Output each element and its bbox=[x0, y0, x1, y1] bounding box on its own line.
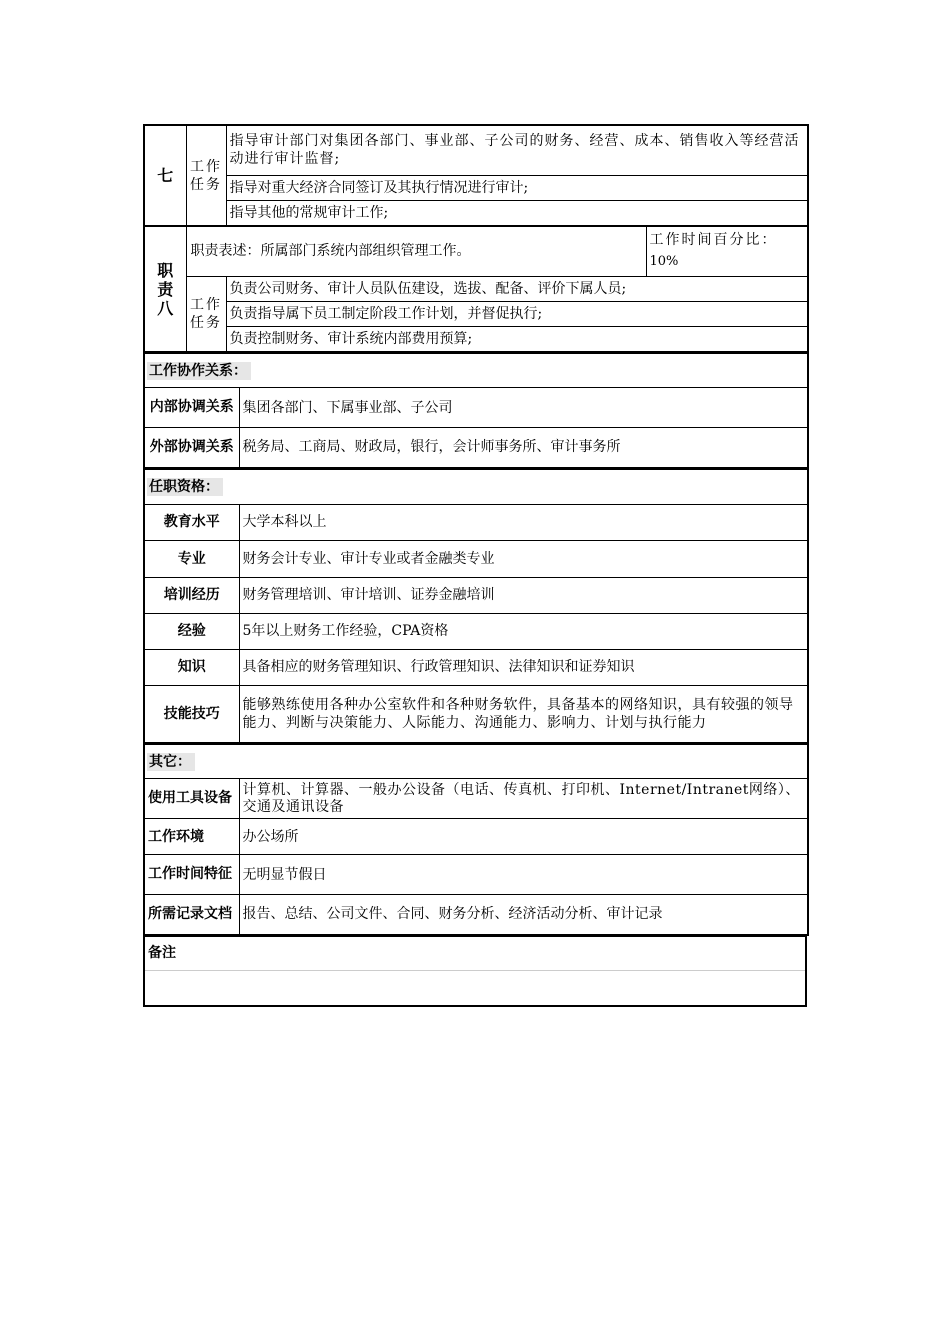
other-value-time: 无明显节假日 bbox=[239, 855, 808, 895]
others-table bbox=[143, 744, 809, 936]
duty8-time-cell bbox=[646, 226, 808, 276]
other-label-time: 工作时间特征 bbox=[144, 855, 239, 895]
qual-label-major: 专业 bbox=[144, 540, 239, 577]
other-label-environment: 工作环境 bbox=[144, 819, 239, 855]
qual-label-skills: 技能技巧 bbox=[144, 685, 239, 743]
duty8-task-1: 负责公司财务、审计人员队伍建设，选拔、配备、评价下属人员; bbox=[226, 276, 808, 301]
other-label-documents: 所需记录文档 bbox=[144, 895, 239, 935]
other-value-environment: 办公场所 bbox=[239, 819, 808, 855]
qual-label-experience: 经验 bbox=[144, 613, 239, 649]
duty7-task-3: 指导其他的常规审计工作; bbox=[226, 200, 808, 226]
internal-value: 集团各部门、下属事业部、子公司 bbox=[239, 388, 808, 428]
notes-table bbox=[143, 936, 807, 1008]
job-description-sheet bbox=[143, 124, 807, 1007]
relations-table bbox=[143, 353, 809, 469]
duty8-description: 职责表述：所属部门系统内部组织管理工作。 bbox=[186, 226, 646, 276]
duty8-time-label: 工作时间百分比： bbox=[649, 232, 778, 249]
duty7-task-2: 指导对重大经济合同签订及其执行情况进行审计; bbox=[226, 175, 808, 200]
duty8-task-3: 负责控制财务、审计系统内部费用预算; bbox=[226, 326, 808, 352]
qual-label-training: 培训经历 bbox=[144, 577, 239, 613]
notes-content bbox=[144, 970, 806, 1006]
duty7-task-1: 指导审计部门对集团各部门、事业部、子公司的财务、经营、成本、销售收入等经营活动进行审计监督; bbox=[226, 125, 808, 175]
qual-value-training: 财务管理培训、审计培训、证券金融培训 bbox=[239, 577, 808, 613]
others-title bbox=[144, 745, 808, 779]
qual-value-major: 财务会计专业、审计专业或者金融类专业 bbox=[239, 540, 808, 577]
other-label-tools: 使用工具设备 bbox=[144, 779, 239, 819]
duty7-task-label: 工作任务 bbox=[186, 125, 226, 226]
others-title-text: 其它： bbox=[147, 753, 195, 771]
qual-value-education: 大学本科以上 bbox=[239, 504, 808, 540]
duty8-time-value: 10% bbox=[649, 254, 679, 270]
duty8-task-label: 工作任务 bbox=[186, 276, 226, 352]
duty7-number: 七 bbox=[144, 125, 186, 226]
qualification-title-text: 任职资格： bbox=[147, 478, 223, 496]
qual-value-skills: 能够熟练使用各种办公室软件和各种财务软件，具备基本的网络知识，具有较强的领导能力、判断与决策能力、人际能力、沟通能力、影响力、计划与执行能力 bbox=[239, 685, 808, 743]
qual-label-knowledge: 知识 bbox=[144, 649, 239, 685]
other-value-tools: 计算机、计算器、一般办公设备（电话、传真机、打印机、Internet/Intranet网络）、交通及通讯设备 bbox=[239, 779, 808, 819]
qualification-title bbox=[144, 469, 808, 504]
other-value-documents: 报告、总结、公司文件、合同、财务分析、经济活动分析、审计记录 bbox=[239, 895, 808, 935]
duties-table bbox=[143, 124, 809, 353]
qual-value-experience: 5年以上财务工作经验，CPA资格 bbox=[239, 613, 808, 649]
duty8-label: 职责八 bbox=[144, 226, 186, 352]
relations-title bbox=[144, 354, 808, 388]
external-label: 外部协调关系 bbox=[144, 428, 239, 468]
qual-label-education: 教育水平 bbox=[144, 504, 239, 540]
relations-title-text: 工作协作关系： bbox=[147, 362, 251, 380]
duty8-task-2: 负责指导属下员工制定阶段工作计划，并督促执行; bbox=[226, 301, 808, 326]
qual-value-knowledge: 具备相应的财务管理知识、行政管理知识、法律知识和证券知识 bbox=[239, 649, 808, 685]
notes-title: 备注 bbox=[144, 936, 806, 970]
internal-label: 内部协调关系 bbox=[144, 388, 239, 428]
external-value: 税务局、工商局、财政局，银行，会计师事务所、审计事务所 bbox=[239, 428, 808, 468]
qualification-table bbox=[143, 469, 809, 745]
